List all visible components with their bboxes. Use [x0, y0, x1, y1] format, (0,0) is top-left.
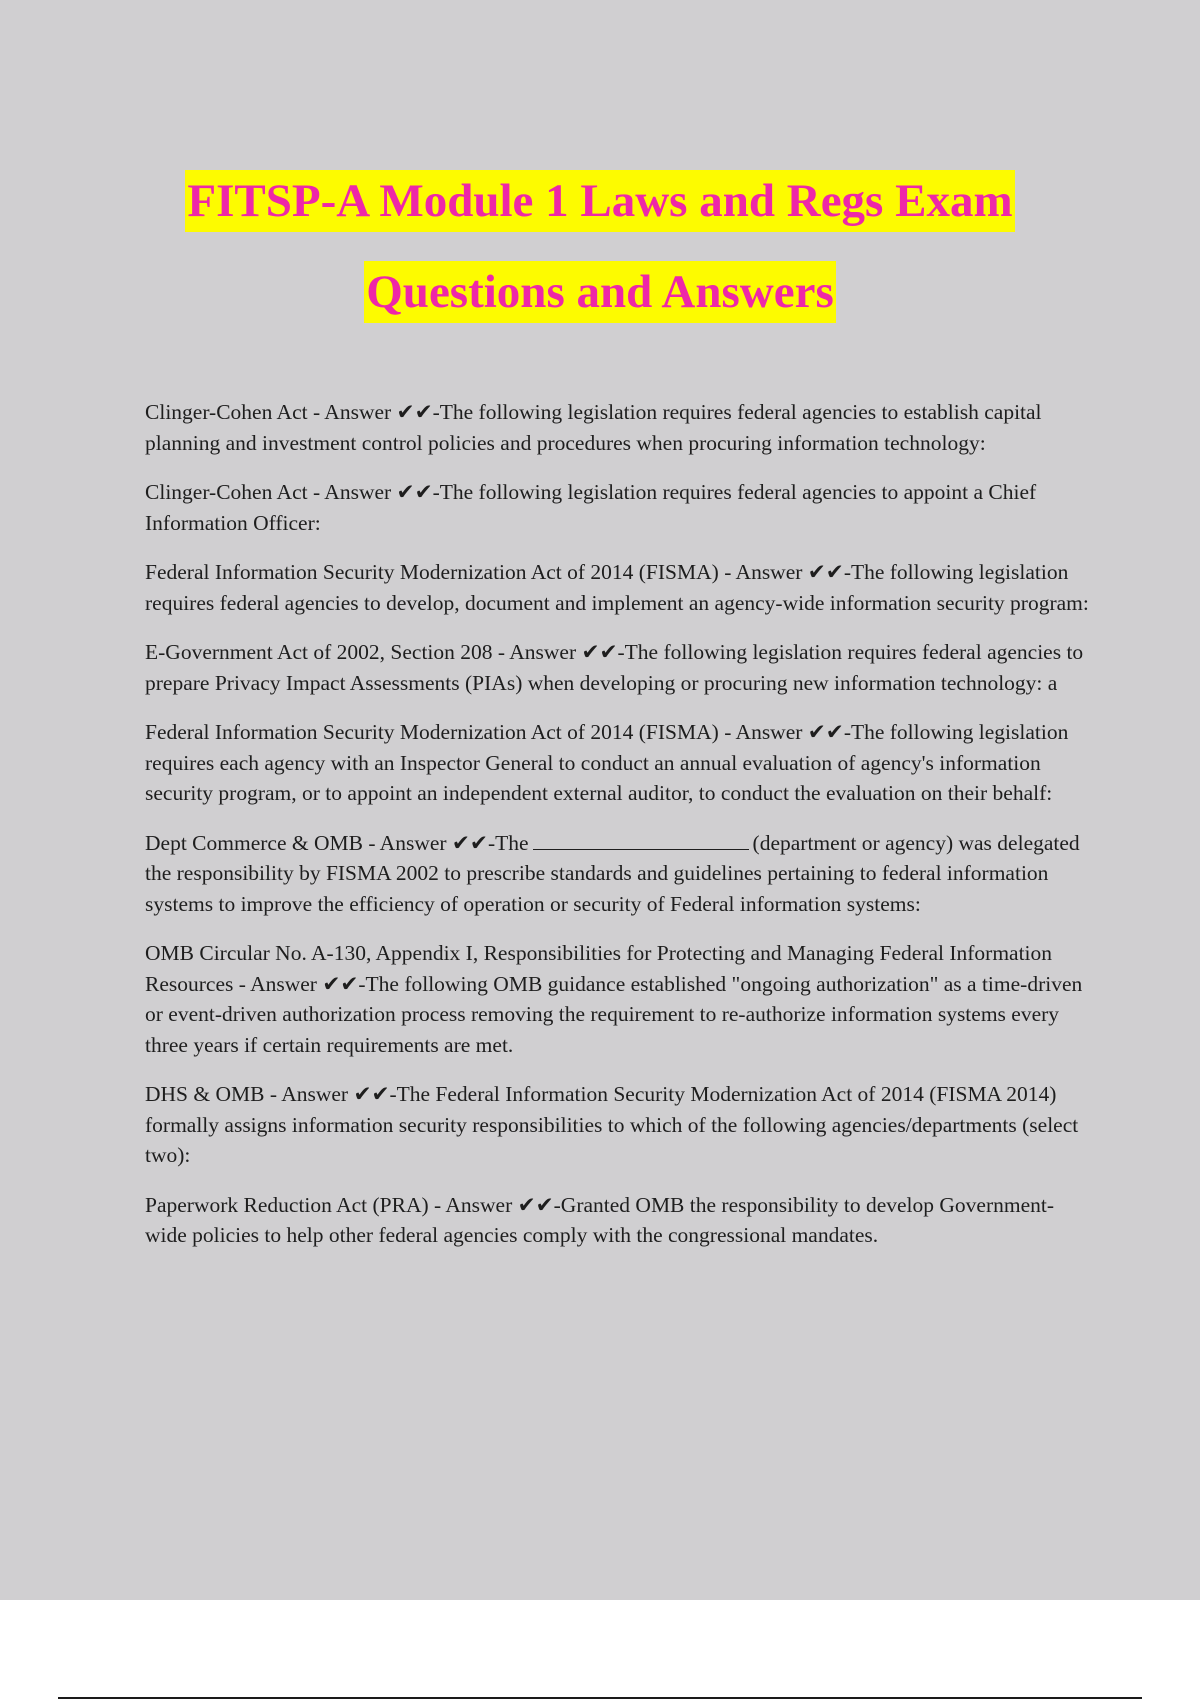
title-line-1: FITSP-A Module 1 Laws and Regs Exam	[185, 170, 1014, 232]
qa-list	[145, 397, 1095, 1270]
document-title	[0, 170, 1200, 323]
title-line-2: Questions and Answers	[364, 261, 836, 323]
qa-item-6	[145, 828, 1095, 920]
qa-item-5: Federal Information Security Modernization Act of 2014 (FISMA) - Answer ✔✔-The following legislation requires each agency with an Inspector General to conduct an annual evaluation of agency's information security program, or to appoint an independent external auditor, to conduct the evaluation on their behalf:	[145, 720, 1069, 805]
qa-item-6-question-end: (department or agency) was delegated the responsibility by FISMA 2002 to prescribe standards and guidelines pertaining to federal information systems to improve the efficiency of operation or security of Federal information systems:	[145, 830, 1080, 916]
qa-item-3: Federal Information Security Modernization Act of 2014 (FISMA) - Answer ✔✔-The following legislation requires federal agencies to develop, document and implement an agency-wide information security program:	[145, 560, 1089, 615]
qa-item-1: Clinger-Cohen Act - Answer ✔✔-The following legislation requires federal agencies to establish capital planning and investment control policies and procedures when procuring information technology:	[145, 400, 1042, 455]
qa-item-6-question-start: Dept Commerce & OMB - Answer ✔✔-The	[145, 830, 529, 855]
qa-item-4: E-Government Act of 2002, Section 208 - Answer ✔✔-The following legislation requires federal agencies to prepare Privacy Impact Assessments (PIAs) when developing or procuring new information technology: a	[145, 640, 1084, 695]
qa-item-8: DHS & OMB - Answer ✔✔-The Federal Information Security Modernization Act of 2014 (FISMA 2014) formally assigns information security responsibilities to which of the following agencies/departments (select two):	[145, 1082, 1079, 1167]
qa-item-7: OMB Circular No. A-130, Appendix I, Responsibilities for Protecting and Managing Federal Information Resources - Answer ✔✔-The following OMB guidance established "ongoing authorization" as a time-driven or event-driven authorization process removing the requirement to re-authorize information systems every three years if certain requirements are met.	[145, 941, 1083, 1057]
fill-in-blank	[533, 831, 749, 850]
qa-item-2: Clinger-Cohen Act - Answer ✔✔-The following legislation requires federal agencies to appoint a Chief Information Officer:	[145, 480, 1037, 535]
qa-item-9: Paperwork Reduction Act (PRA) - Answer ✔✔-Granted OMB the responsibility to develop Government-wide policies to help other federal agencies comply with the congressional mandates.	[145, 1192, 1055, 1247]
footer-rule	[58, 1697, 1142, 1699]
